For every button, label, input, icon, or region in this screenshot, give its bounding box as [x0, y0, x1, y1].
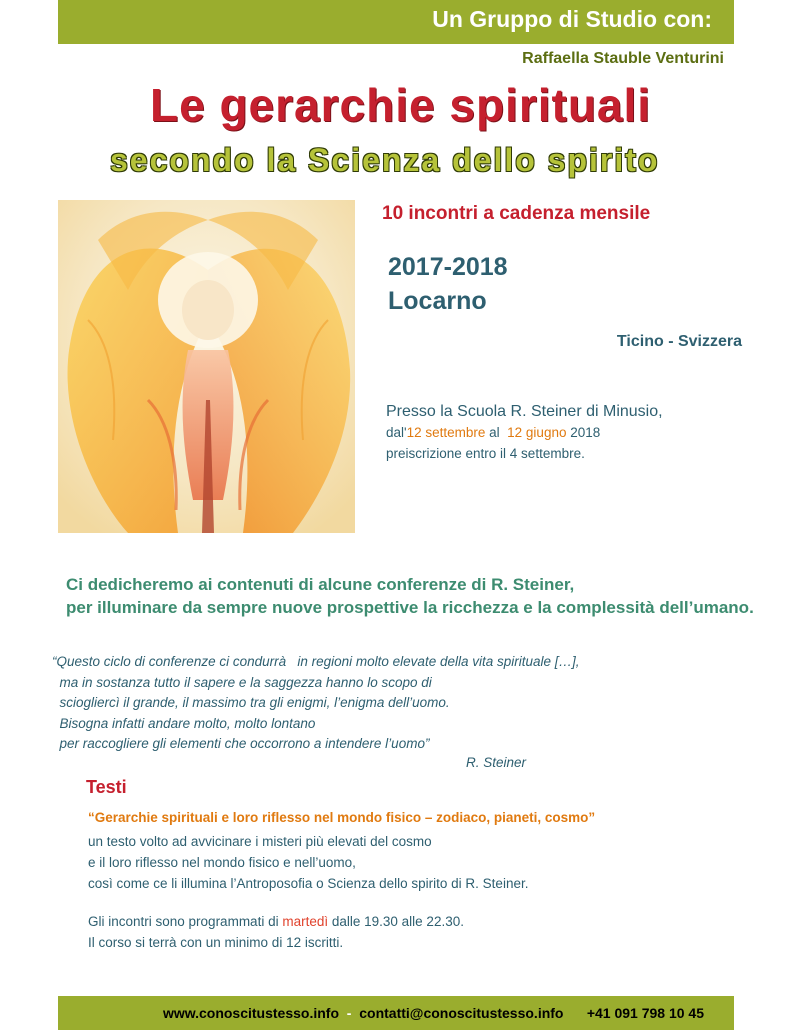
angel-painting-icon — [58, 200, 355, 533]
intro-line: per illuminare da sempre nuove prospettive la ricchezza e la complessità dell’umano. — [66, 598, 754, 617]
footer-bar — [58, 996, 734, 1030]
dates-year: 2018 — [566, 425, 601, 440]
quote-line: ma in sostanza tutto il sapere e la saggezza hanno lo scopo di — [52, 674, 432, 690]
minimum-participants: Il corso si terrà con un minimo di 12 iscritti. — [88, 935, 344, 950]
schedule-suffix: dalle 19.30 alle 22.30. — [328, 914, 464, 929]
schedule-day: martedì — [282, 914, 329, 929]
dates-text — [386, 425, 600, 440]
frequency-text: 10 incontri a cadenza mensile — [382, 203, 651, 224]
phone-number: +41 091 798 10 45 — [586, 1005, 704, 1021]
texts-heading: Testi — [86, 777, 127, 797]
book-desc-line: così come ce li illumina l’Antroposofia o Scienza dello spirito di R. Steiner. — [88, 876, 529, 891]
header-banner — [58, 0, 734, 44]
book-title: “Gerarchie spirituali e loro riflesso nel mondo fisico – zodiaco, pianeti, cosmo” — [88, 810, 596, 825]
schedule-prefix: Gli incontri sono programmati di — [88, 914, 283, 929]
quote-line: sciogliercì il grande, il massimo tra gli enigmi, l’enigma dell’uomo. — [52, 695, 450, 710]
banner-text: Un Gruppo di Studio con: — [432, 6, 712, 32]
steiner-quote — [52, 652, 580, 755]
book-desc-line: e il loro riflesso nel mondo fisico e nell’uomo, — [88, 855, 356, 870]
quote-line: per raccogliere gli elementi che occorrono a intendere l’uomo” — [52, 736, 430, 751]
intro-line: Ci dedicheremo ai contenuti di alcune conferenze di R. Steiner, — [66, 575, 575, 594]
dates-mid: al — [485, 425, 508, 440]
venue-text: Presso la Scuola R. Steiner di Minusio, — [386, 403, 663, 420]
book-desc-line: un testo volto ad avvicinare i misteri più elevati del cosmo — [88, 834, 432, 849]
schedule-text — [88, 914, 464, 929]
page-subtitle: secondo la Scienza dello spirito — [110, 142, 660, 178]
quote-author: R. Steiner — [466, 755, 527, 770]
footer-contacts — [58, 1005, 704, 1021]
intro-paragraph — [66, 573, 754, 619]
phone-spacer — [563, 1005, 586, 1021]
footer-separator: - — [339, 1005, 360, 1021]
dates-prefix: dal' — [386, 425, 407, 440]
city-text: Locarno — [388, 287, 487, 315]
start-date: 12 settembre — [406, 425, 486, 440]
region-text: Ticino - Svizzera — [616, 333, 742, 350]
organizer-name: Raffaella Stauble Venturini — [522, 50, 724, 67]
quote-line: Bisogna infatti andare molto, molto lontano — [52, 715, 316, 731]
book-description — [88, 831, 528, 894]
website-link[interactable]: www.conoscitustesso.info — [162, 1005, 340, 1021]
page-title: Le gerarchie spirituali — [150, 79, 652, 131]
preregistration-text: preiscrizione entro il 4 settembre. — [386, 446, 585, 461]
year-text: 2017-2018 — [388, 253, 508, 281]
quote-line: “Questo ciclo di conferenze ci condurrà in regioni molto elevate della vita spirituale […], — [52, 654, 580, 669]
email-link[interactable]: contatti@conoscitustesso.info — [359, 1005, 564, 1021]
end-date: 12 giugno — [507, 425, 567, 440]
